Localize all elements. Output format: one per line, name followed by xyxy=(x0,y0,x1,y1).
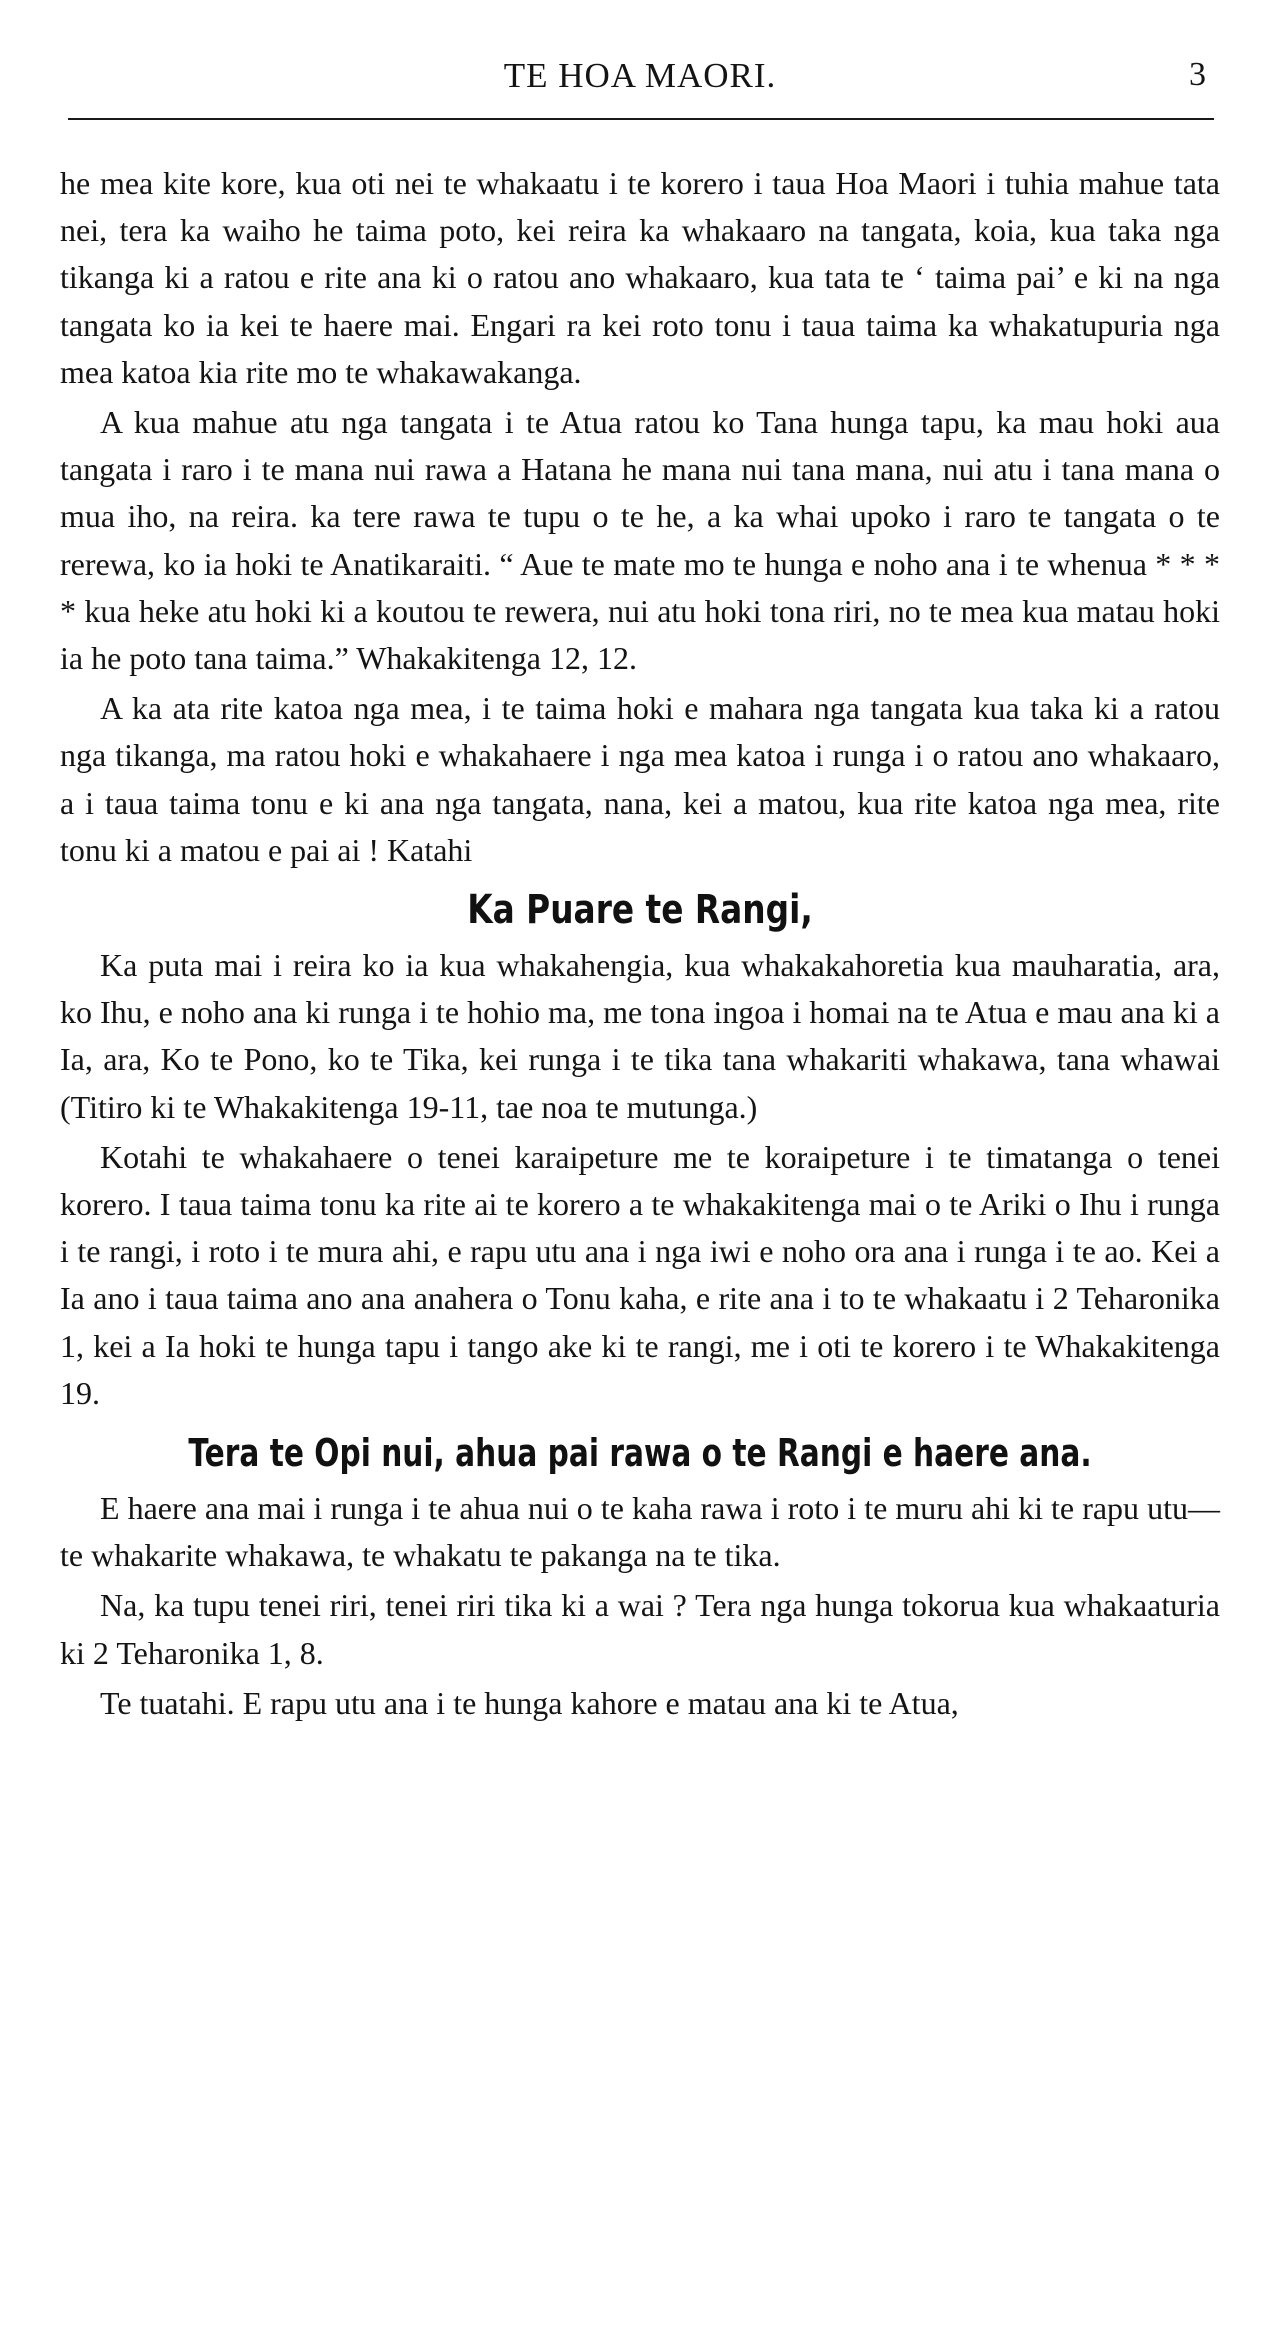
page-number: 3 xyxy=(1189,56,1206,93)
paragraph-8: Te tuatahi. E rapu utu ana i te hunga kahore e matau ana ki te Atua, xyxy=(100,1684,959,1721)
paragraph-5: Kotahi te whakahaere o tenei karaipeture me te koraipeture i te timatanga o tenei korero. I taua taima tonu ka rite ai te korero a te whakakitenga mai o te Ariki o Ihu i runga i te rangi, i roto i te mura ahi, e rapu utu ana i nga iwi e noho ora ana i runga i te ao. Kei a Ia ano i taua taima ano ana anahera o Tonu kaha, e rite ana i to te whakaatu i 2 Teharonika 1, kei a Ia hoki te hunga tapu i tango ake ki te rangi, me i oti te korero i te Whakakitenga 19. xyxy=(60,1138,1220,1411)
section-heading-1: Ka Puare te Rangi, xyxy=(467,887,813,934)
paragraph-7: Na, ka tupu tenei riri, tenei riri tika ki a wai ? Tera nga hunga tokorua kua whakaaturia ki 2 Teharonika 1, 8. xyxy=(60,1587,1220,1671)
paragraph-2: A kua mahue atu nga tangata i te Atua ratou ko Tana hunga tapu, ka mau hoki aua tangata i raro i te mana nui rawa a Hatana he mana nui tana mana, nui atu i tana mana o mua iho, na reira. ka tere rawa te tupu o te he, a ka whai upoko i raro te tangata o te rerewa, ko ia hoki te Anatikaraiti. “ Aue te mate mo te hunga e noho ana i te whenua * * * * kua heke atu hoki ki a koutou te rewera, nui atu hoki tona riri, no te mea kua matau hoki ia he poto tana taima.” Whakakitenga 12, 12. xyxy=(60,404,1220,677)
paragraph-3: A ka ata rite katoa nga mea, i te taima hoki e mahara nga tangata kua taka ki a ratou nga tikanga, ma ratou hoki e whakahaere i nga mea katoa i runga i o ratou ano whakaaro, a i taua taima tonu e ki ana nga tangata, nana, kei a matou, kua rite katoa nga mea, rite tonu ki a matou e pai ai ! Katahi xyxy=(60,690,1220,868)
header-rule xyxy=(68,118,1214,120)
body-text xyxy=(60,160,1220,1730)
paragraph-1: he mea kite kore, kua oti nei te whakaatu i te korero i taua Hoa Maori i tuhia mahue tata nei, tera ka waiho he taima poto, kei reira ka whakaaro na tangata, koia, kua taka nga tikanga ki a ratou e rite ana ki o ratou ano whakaaro, kua tata te ‘ taima pai’ e ki na nga tangata ko ia kei te haere mai. Engari ra kei roto tonu i taua taima ka whakatupuria nga mea katoa kia rite mo te whakawakanga. xyxy=(60,165,1220,390)
paragraph-4: Ka puta mai i reira ko ia kua whakahengia, kua whakakahoretia kua mauharatia, ara, ko Ihu, e noho ana ki runga i te hohio ma, me tona ingoa i homai na te Atua e mau ana ki a Ia, ara, Ko te Pono, ko te Tika, kei runga i te tika tana whakariti whakawa, tana whawai (Titiro ki te Whakakitenga 19-11, tae noa te mutunga.) xyxy=(60,947,1220,1125)
page-header xyxy=(60,0,1220,118)
running-title: TE HOA MAORI. xyxy=(503,56,777,95)
document-page xyxy=(60,0,1220,2336)
section-heading-2: Tera te Opi nui, ahua pai rawa o te Rangi e haere ana. xyxy=(188,1431,1092,1476)
paragraph-6: E haere ana mai i runga i te ahua nui o te kaha rawa i roto i te muru ahi ki te rapu utu—te whakarite whakawa, te whakatu te pakanga na te tika. xyxy=(60,1490,1220,1574)
